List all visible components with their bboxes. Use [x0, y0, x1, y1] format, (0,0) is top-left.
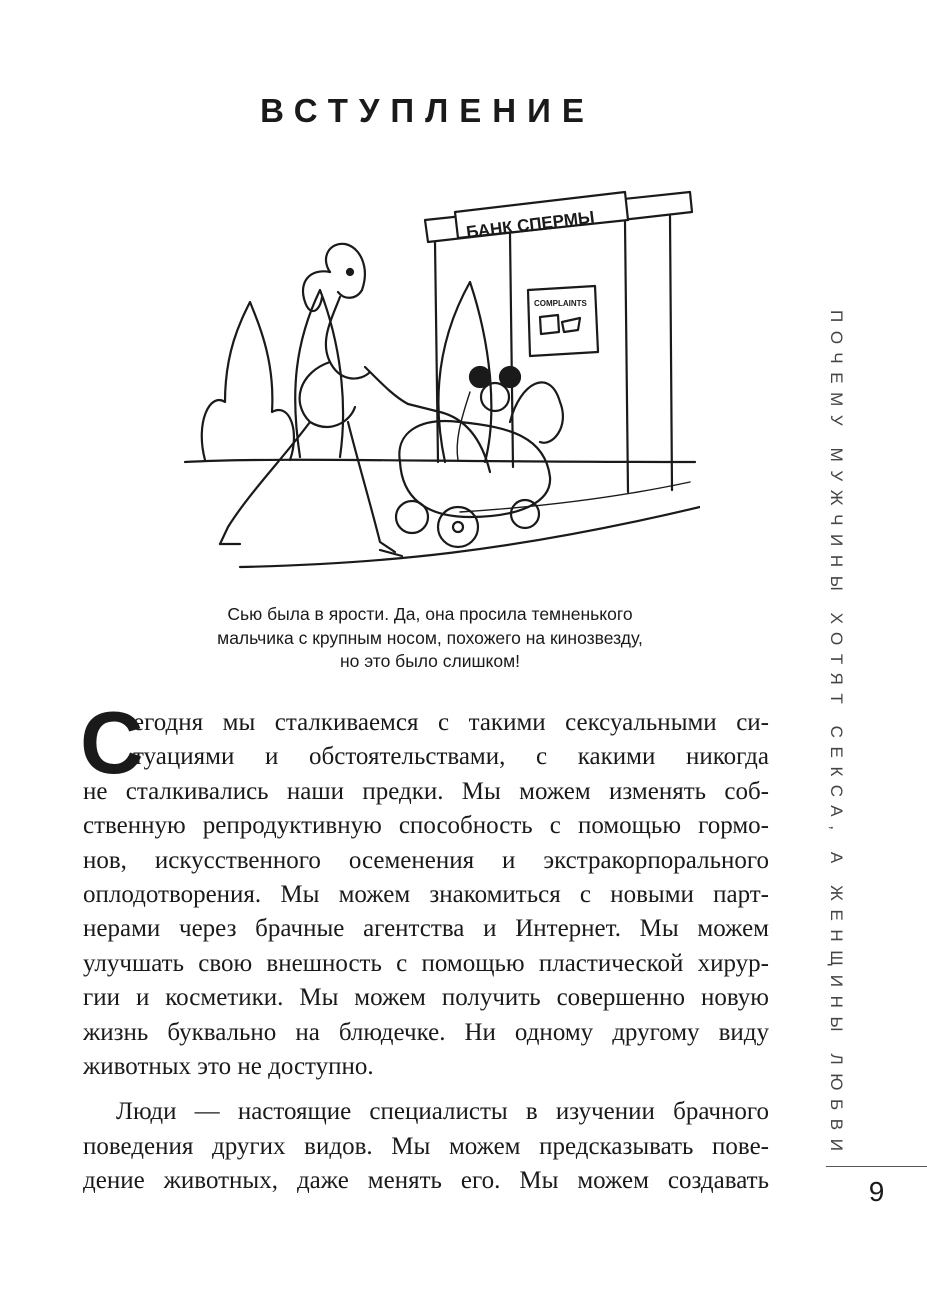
- text-line: улучшать свою внешность с помощью пластической хирур-: [83, 949, 769, 977]
- running-head: [816, 310, 856, 1160]
- caption-line: мальчика с крупным носом, похожего на кинозвезду,: [217, 627, 643, 648]
- text-line: поведения других видов. Мы можем предсказывать пове-: [83, 1132, 769, 1160]
- text-line: Люди — настоящие специалисты в изучении брачного: [116, 1098, 769, 1126]
- paragraph-1: [83, 706, 769, 1084]
- text-line: животных это не доступно.: [83, 1052, 374, 1080]
- bank-sign: [455, 192, 628, 242]
- cartoon-illustration: [180, 172, 700, 584]
- chapter-title: ВСТУПЛЕНИЕ: [260, 92, 595, 129]
- drop-cap: С: [80, 693, 144, 792]
- caption-line: но это было слишком!: [339, 651, 521, 671]
- complaints-notice-text: COMPLAINTS: [534, 299, 587, 308]
- folio-divider: [826, 1166, 927, 1167]
- illustration-caption: [150, 603, 710, 674]
- text-line: нерами через брачные агентства и Интернет. Мы можем: [83, 915, 769, 943]
- text-line: гии и косметики. Мы можем получить совершенно новую: [83, 984, 769, 1012]
- paragraph-2: [83, 1095, 769, 1198]
- complaints-notice: [528, 286, 598, 356]
- text-line: не сталкивались наши предки. Мы можем изменять соб-: [83, 777, 769, 805]
- caption-line: Сью была в ярости. Да, она просила темненького: [227, 604, 633, 624]
- body-text: [83, 706, 769, 1198]
- text-line: жизнь буквально на блюдечке. Ни одному другому виду: [83, 1018, 769, 1046]
- text-line: нов, искусственного осеменения и экстракорпорального: [83, 846, 769, 874]
- page-number: 9: [868, 1176, 885, 1207]
- woman-figure: [220, 244, 408, 556]
- bank-sign-text: БАНК СПЕРМЫ: [465, 207, 596, 243]
- text-line: туациями и обстоятельствами, с какими никогда: [133, 743, 769, 771]
- text-line: дение животных, даже менять его. Мы можем создавать: [83, 1167, 769, 1195]
- text-line: ственную репродуктивную способность с помощью гормо-: [83, 812, 769, 840]
- text-line: егодня мы сталкиваемся с такими сексуальными си-: [133, 709, 769, 736]
- text-line: оплодотворения. Мы можем знакомиться с новыми парт-: [83, 880, 769, 908]
- running-head-text: ПОЧЕМУ МУЖЧИНЫ ХОТЯТ СЕКСА, А ЖЕНЩИНЫ ЛЮБВИ: [827, 310, 846, 1160]
- stroller: [396, 367, 563, 547]
